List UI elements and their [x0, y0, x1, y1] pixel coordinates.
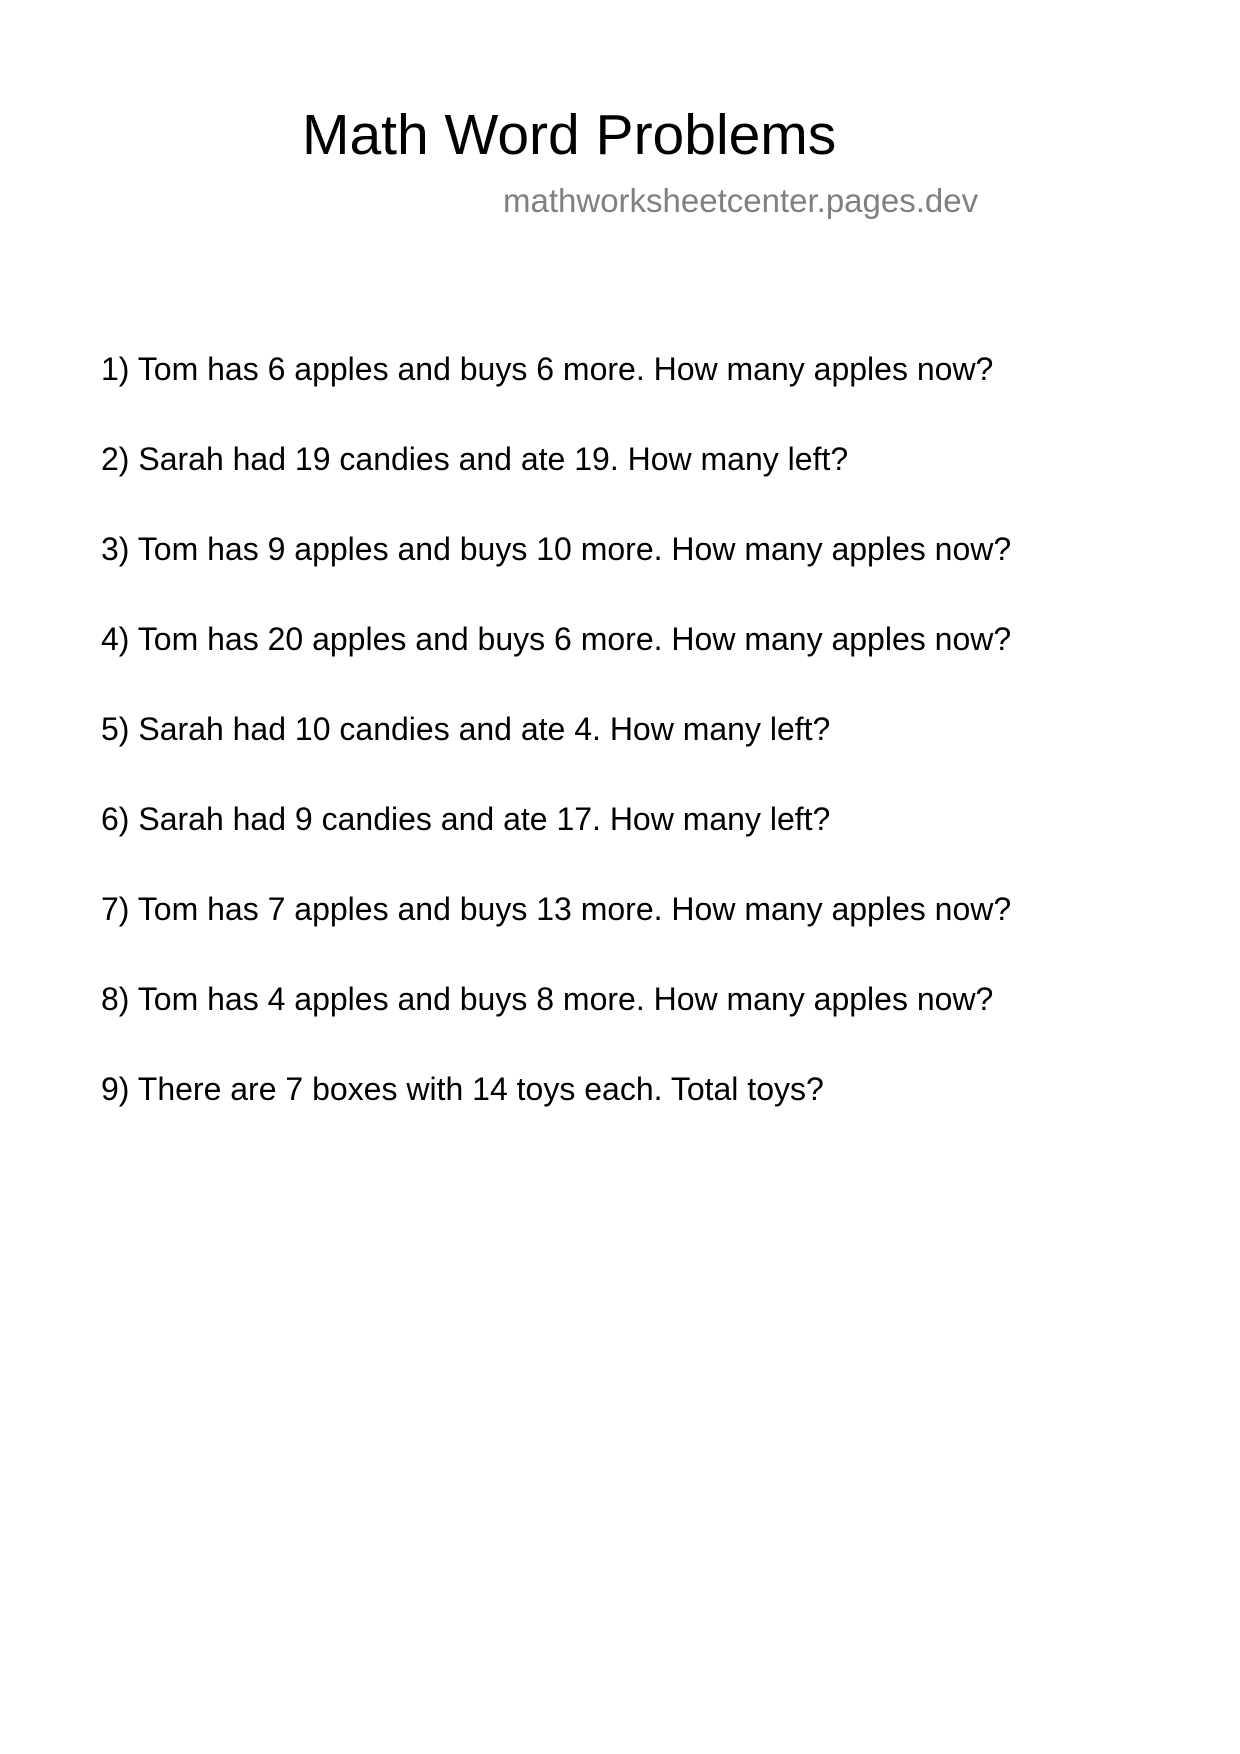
problem-5: 5) Sarah had 10 candies and ate 4. How many left? [101, 711, 831, 747]
problem-6: 6) Sarah had 9 candies and ate 17. How many left? [101, 801, 831, 837]
problem-1: 1) Tom has 6 apples and buys 6 more. How many apples now? [101, 351, 994, 387]
problem-2: 2) Sarah had 19 candies and ate 19. How many left? [101, 441, 849, 477]
problem-4: 4) Tom has 20 apples and buys 6 more. How many apples now? [101, 621, 1012, 657]
problem-list [101, 348, 1011, 1158]
source-url: mathworksheetcenter.pages.dev [503, 182, 979, 219]
problem-9: 9) There are 7 boxes with 14 toys each. Total toys? [101, 1071, 824, 1107]
problem-3: 3) Tom has 9 apples and buys 10 more. How many apples now? [101, 531, 1012, 567]
page-title: Math Word Problems [302, 103, 837, 167]
problem-8: 8) Tom has 4 apples and buys 8 more. How many apples now? [101, 981, 994, 1017]
problem-7: 7) Tom has 7 apples and buys 13 more. How many apples now? [101, 891, 1012, 927]
